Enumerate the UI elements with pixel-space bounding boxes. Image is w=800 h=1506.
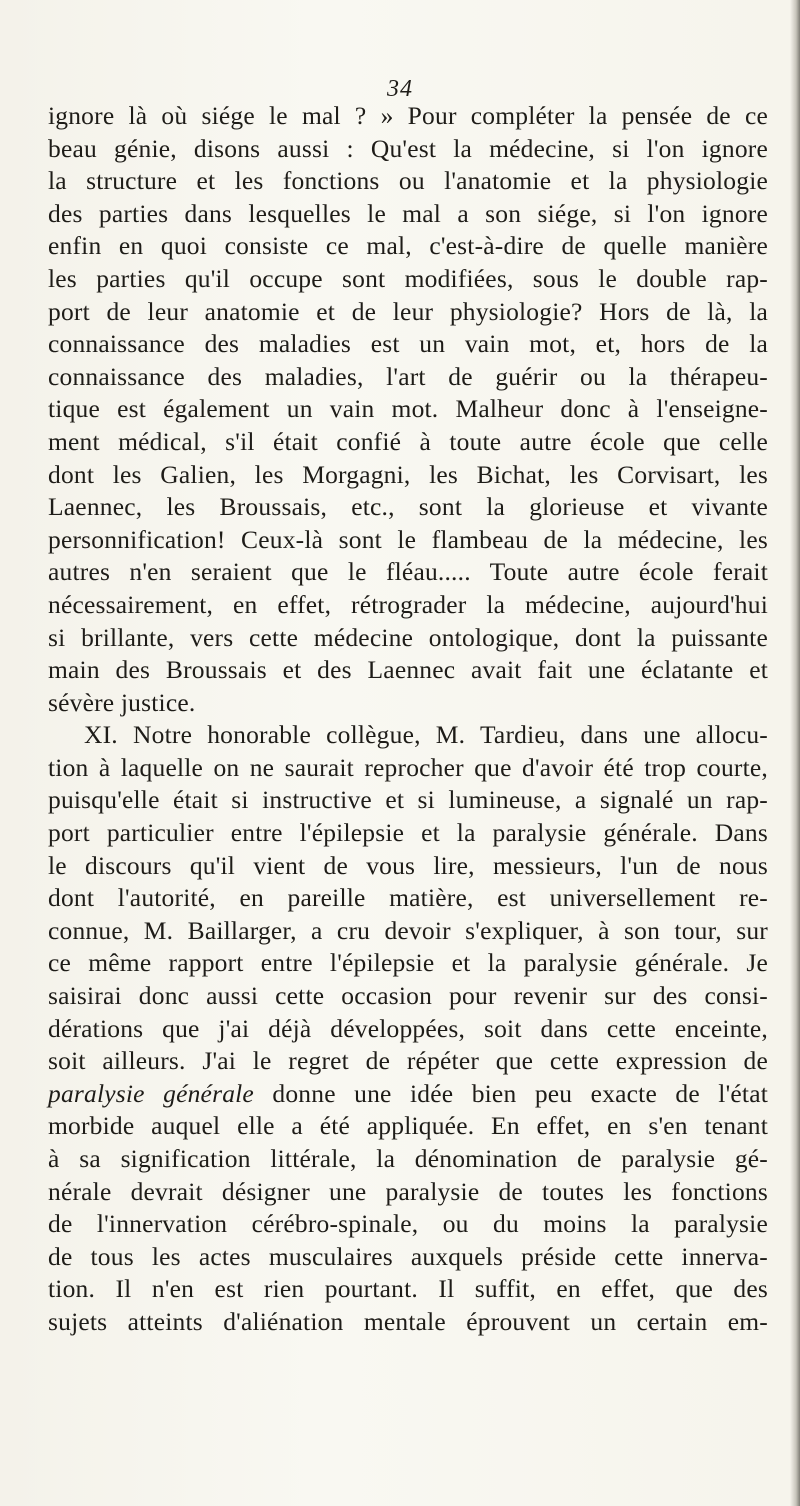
text-line: beau génie, disons aussi : Qu'est la médecine, si l'on ignore — [48, 133, 768, 163]
text-line: tique est également un vain mot. Malheur donc à l'enseigne- — [48, 394, 768, 424]
text-line: nécessairement, en effet, rétrograder la médecine, aujourd'hui — [48, 589, 768, 619]
text-line: soit ailleurs. J'ai le regret de répéter que cette expression de — [48, 1046, 768, 1076]
text-line: sujets atteints d'aliénation mentale éprouvent un certain em- — [48, 1306, 768, 1336]
text-line: connue, M. Baillarger, a cru devoir s'expliquer, à son tour, sur — [48, 915, 768, 945]
body-text — [48, 100, 768, 1339]
text-line: des parties dans lesquelles le mal a son siége, si l'on ignore — [48, 198, 768, 228]
text-line: dérations que j'ai déjà développées, soit dans cette enceinte, — [48, 1013, 768, 1043]
text-line: à sa signification littérale, la dénomination de paralysie gé- — [48, 1144, 768, 1173]
paragraph-end-line: sévère justice. — [48, 687, 196, 717]
text-line: autres n'en seraient que le fléau..... Toute autre école ferait — [48, 557, 768, 587]
text-line: de tous les actes musculaires auxquels préside cette innerva- — [48, 1241, 768, 1271]
emphasized-term: paralysie générale — [48, 1078, 254, 1108]
text-line: si brillante, vers cette médecine ontologique, dont la puissante — [48, 622, 768, 652]
text-line: connaissance des maladies, l'art de guérir ou la thérapeu- — [48, 361, 768, 391]
text-line: dont les Galien, les Morgagni, les Bichat, les Corvisart, les — [48, 459, 768, 489]
text-line: port de leur anatomie et de leur physiologie? Hors de là, la — [48, 296, 768, 326]
text-line: les parties qu'il occupe sont modifiées, sous le double rap- — [48, 263, 768, 293]
text-line: Laennec, les Broussais, etc., sont la glorieuse et vivante — [48, 492, 768, 522]
section-start-line: XI. Notre honorable collègue, M. Tardieu, dans une allocu- — [84, 720, 768, 750]
text-line: la structure et les fonctions ou l'anatomie et la physiologie — [48, 166, 768, 196]
text-line: port particulier entre l'épilepsie et la paralysie générale. Dans — [48, 818, 768, 848]
text-line: de l'innervation cérébro-spinale, ou du moins la paralysie — [48, 1209, 768, 1239]
text-line: dont l'autorité, en pareille matière, est universellement re- — [48, 883, 768, 913]
text-line: tion à laquelle on ne saurait reprocher que d'avoir été trop courte, — [48, 752, 768, 782]
text-line: le discours qu'il vient de vous lire, messieurs, l'un de nous — [48, 850, 768, 880]
text-line: nérale devrait désigner une paralysie de toutes les fonctions — [48, 1176, 768, 1206]
text-line: connaissance des maladies est un vain mot, et, hors de la — [48, 329, 768, 359]
text-line: tion. Il n'en est rien pourtant. Il suffit, en effet, que des — [48, 1274, 768, 1304]
text-line: ignore là où siége le mal ? » Pour compléter la pensée de ce — [48, 101, 768, 130]
text-line-with-emphasis — [48, 1078, 768, 1111]
text-line: enfin en quoi consiste ce mal, c'est-à-dire de quelle manière — [48, 231, 768, 261]
text-line: personnification! Ceux-là sont le flambeau de la médecine, les — [48, 524, 768, 554]
text-line: ce même rapport entre l'épilepsie et la paralysie générale. Je — [48, 948, 768, 978]
text-line: saisirai donc aussi cette occasion pour revenir sur des consi- — [48, 981, 768, 1011]
page-number: 34 — [387, 76, 413, 102]
text-line: puisqu'elle était si instructive et si lumineuse, a signalé un rap- — [48, 785, 768, 815]
text-line: main des Broussais et des Laennec avait fait une éclatante et — [48, 655, 768, 685]
page-edge-shadow — [790, 0, 800, 1506]
text-line: ment médical, s'il était confié à toute autre école que celle — [48, 426, 768, 456]
text-line-remainder: donne une idée bien peu exacte de l'état — [272, 1078, 768, 1108]
text-line: morbide auquel elle a été appliquée. En effet, en s'en tenant — [48, 1111, 768, 1141]
